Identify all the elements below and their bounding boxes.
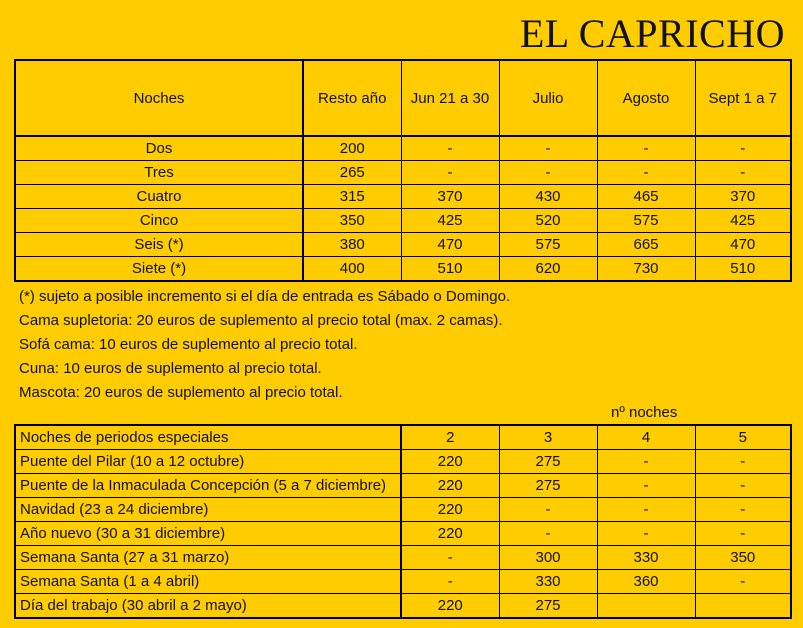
table-cell: 470 xyxy=(401,233,499,257)
row-label: Seis (*) xyxy=(15,233,303,257)
column-header-4: 4 xyxy=(597,425,695,450)
table-cell: 200 xyxy=(303,136,401,161)
row-label: Navidad (23 a 24 diciembre) xyxy=(15,498,401,522)
table-cell: - xyxy=(597,522,695,546)
table-cell: 620 xyxy=(499,257,597,282)
table-row xyxy=(15,209,791,233)
table-cell: 510 xyxy=(401,257,499,282)
table-cell xyxy=(597,594,695,619)
table-cell: 430 xyxy=(499,185,597,209)
table-cell: - xyxy=(695,136,791,161)
column-header-2: 2 xyxy=(401,425,499,450)
row-label: Siete (*) xyxy=(15,257,303,282)
table-cell: 510 xyxy=(695,257,791,282)
table-cell: 330 xyxy=(597,546,695,570)
column-header-resto-ano: Resto año xyxy=(303,60,401,136)
row-label: Puente del Pilar (10 a 12 octubre) xyxy=(15,450,401,474)
table-cell: 370 xyxy=(401,185,499,209)
table-cell: - xyxy=(401,136,499,161)
row-label: Dos xyxy=(15,136,303,161)
table-cell: 275 xyxy=(499,474,597,498)
table-cell: - xyxy=(499,161,597,185)
table-cell: - xyxy=(401,546,499,570)
table-cell: 575 xyxy=(499,233,597,257)
table-cell: 730 xyxy=(597,257,695,282)
note-crib: Cuna: 10 euros de suplemento al precio total. xyxy=(19,360,322,377)
note-extra-bed: Cama supletoria: 20 euros de suplemento al precio total (max. 2 camas). xyxy=(19,312,503,329)
table-row xyxy=(15,257,791,282)
table-cell: 400 xyxy=(303,257,401,282)
note-weekend-surcharge: (*) sujeto a posible incremento si el día de entrada es Sábado o Domingo. xyxy=(19,288,511,305)
table-row xyxy=(15,570,791,594)
table-cell: 425 xyxy=(401,209,499,233)
table-row xyxy=(15,522,791,546)
table-cell: - xyxy=(695,498,791,522)
table-cell: 465 xyxy=(597,185,695,209)
row-label: Tres xyxy=(15,161,303,185)
page-title: EL CAPRICHO xyxy=(519,11,785,56)
table-cell: 275 xyxy=(499,450,597,474)
table-row xyxy=(15,498,791,522)
table-row xyxy=(15,546,791,570)
row-label: Cinco xyxy=(15,209,303,233)
table-cell: - xyxy=(597,474,695,498)
column-header-5: 5 xyxy=(695,425,791,450)
table-cell: 575 xyxy=(597,209,695,233)
table-cell: - xyxy=(695,570,791,594)
table-cell: 220 xyxy=(401,474,499,498)
table-cell: - xyxy=(597,161,695,185)
note-pet: Mascota: 20 euros de suplemento al precio total. xyxy=(19,384,343,401)
table-cell: 220 xyxy=(401,594,499,619)
notes xyxy=(19,285,510,405)
row-label: Día del trabajo (30 abril a 2 mayo) xyxy=(15,594,401,619)
table-row xyxy=(15,233,791,257)
table-cell: 220 xyxy=(401,522,499,546)
table-row xyxy=(15,185,791,209)
table-cell: - xyxy=(695,522,791,546)
note-sofa-bed: Sofá cama: 10 euros de suplemento al precio total. xyxy=(19,336,358,353)
price-table xyxy=(14,59,792,282)
table-cell: 350 xyxy=(695,546,791,570)
table-cell: 265 xyxy=(303,161,401,185)
table-cell: 360 xyxy=(597,570,695,594)
table-cell: 220 xyxy=(401,498,499,522)
nights-label: nº noches xyxy=(611,404,678,421)
table-cell: 370 xyxy=(695,185,791,209)
column-header-sept: Sept 1 a 7 xyxy=(695,60,791,136)
table-row xyxy=(15,450,791,474)
table-cell: - xyxy=(401,161,499,185)
table-cell: - xyxy=(499,136,597,161)
special-table-header xyxy=(15,425,791,450)
table-row xyxy=(15,136,791,161)
table-cell: 470 xyxy=(695,233,791,257)
table-cell: - xyxy=(499,498,597,522)
table-cell: 330 xyxy=(499,570,597,594)
special-periods-table xyxy=(14,424,792,619)
table-cell: 380 xyxy=(303,233,401,257)
table-cell: 275 xyxy=(499,594,597,619)
table-cell: 220 xyxy=(401,450,499,474)
table-cell: - xyxy=(499,522,597,546)
table-cell: - xyxy=(597,450,695,474)
table-cell: - xyxy=(695,450,791,474)
column-header-jun: Jun 21 a 30 xyxy=(401,60,499,136)
table-row xyxy=(15,474,791,498)
row-label: Semana Santa (1 a 4 abril) xyxy=(15,570,401,594)
table-cell: - xyxy=(597,136,695,161)
table-cell: 520 xyxy=(499,209,597,233)
column-header-agosto: Agosto xyxy=(597,60,695,136)
table-cell: 350 xyxy=(303,209,401,233)
table-cell: - xyxy=(401,570,499,594)
table-cell: - xyxy=(695,161,791,185)
table-cell: - xyxy=(695,474,791,498)
column-header-noches: Noches xyxy=(15,60,303,136)
table-cell: 425 xyxy=(695,209,791,233)
row-label: Semana Santa (27 a 31 marzo) xyxy=(15,546,401,570)
table-cell xyxy=(695,594,791,619)
table-row xyxy=(15,594,791,619)
column-header-periodos: Noches de periodos especiales xyxy=(20,429,229,446)
row-label: Año nuevo (30 a 31 diciembre) xyxy=(15,522,401,546)
table-cell: 665 xyxy=(597,233,695,257)
price-table-header xyxy=(15,60,791,136)
table-cell: - xyxy=(597,498,695,522)
column-header-julio: Julio xyxy=(499,60,597,136)
row-label: Puente de la Inmaculada Concepción (5 a 7 diciembre) xyxy=(15,474,401,498)
column-header-3: 3 xyxy=(499,425,597,450)
table-cell: 315 xyxy=(303,185,401,209)
row-label: Cuatro xyxy=(15,185,303,209)
table-row xyxy=(15,161,791,185)
table-cell: 300 xyxy=(499,546,597,570)
